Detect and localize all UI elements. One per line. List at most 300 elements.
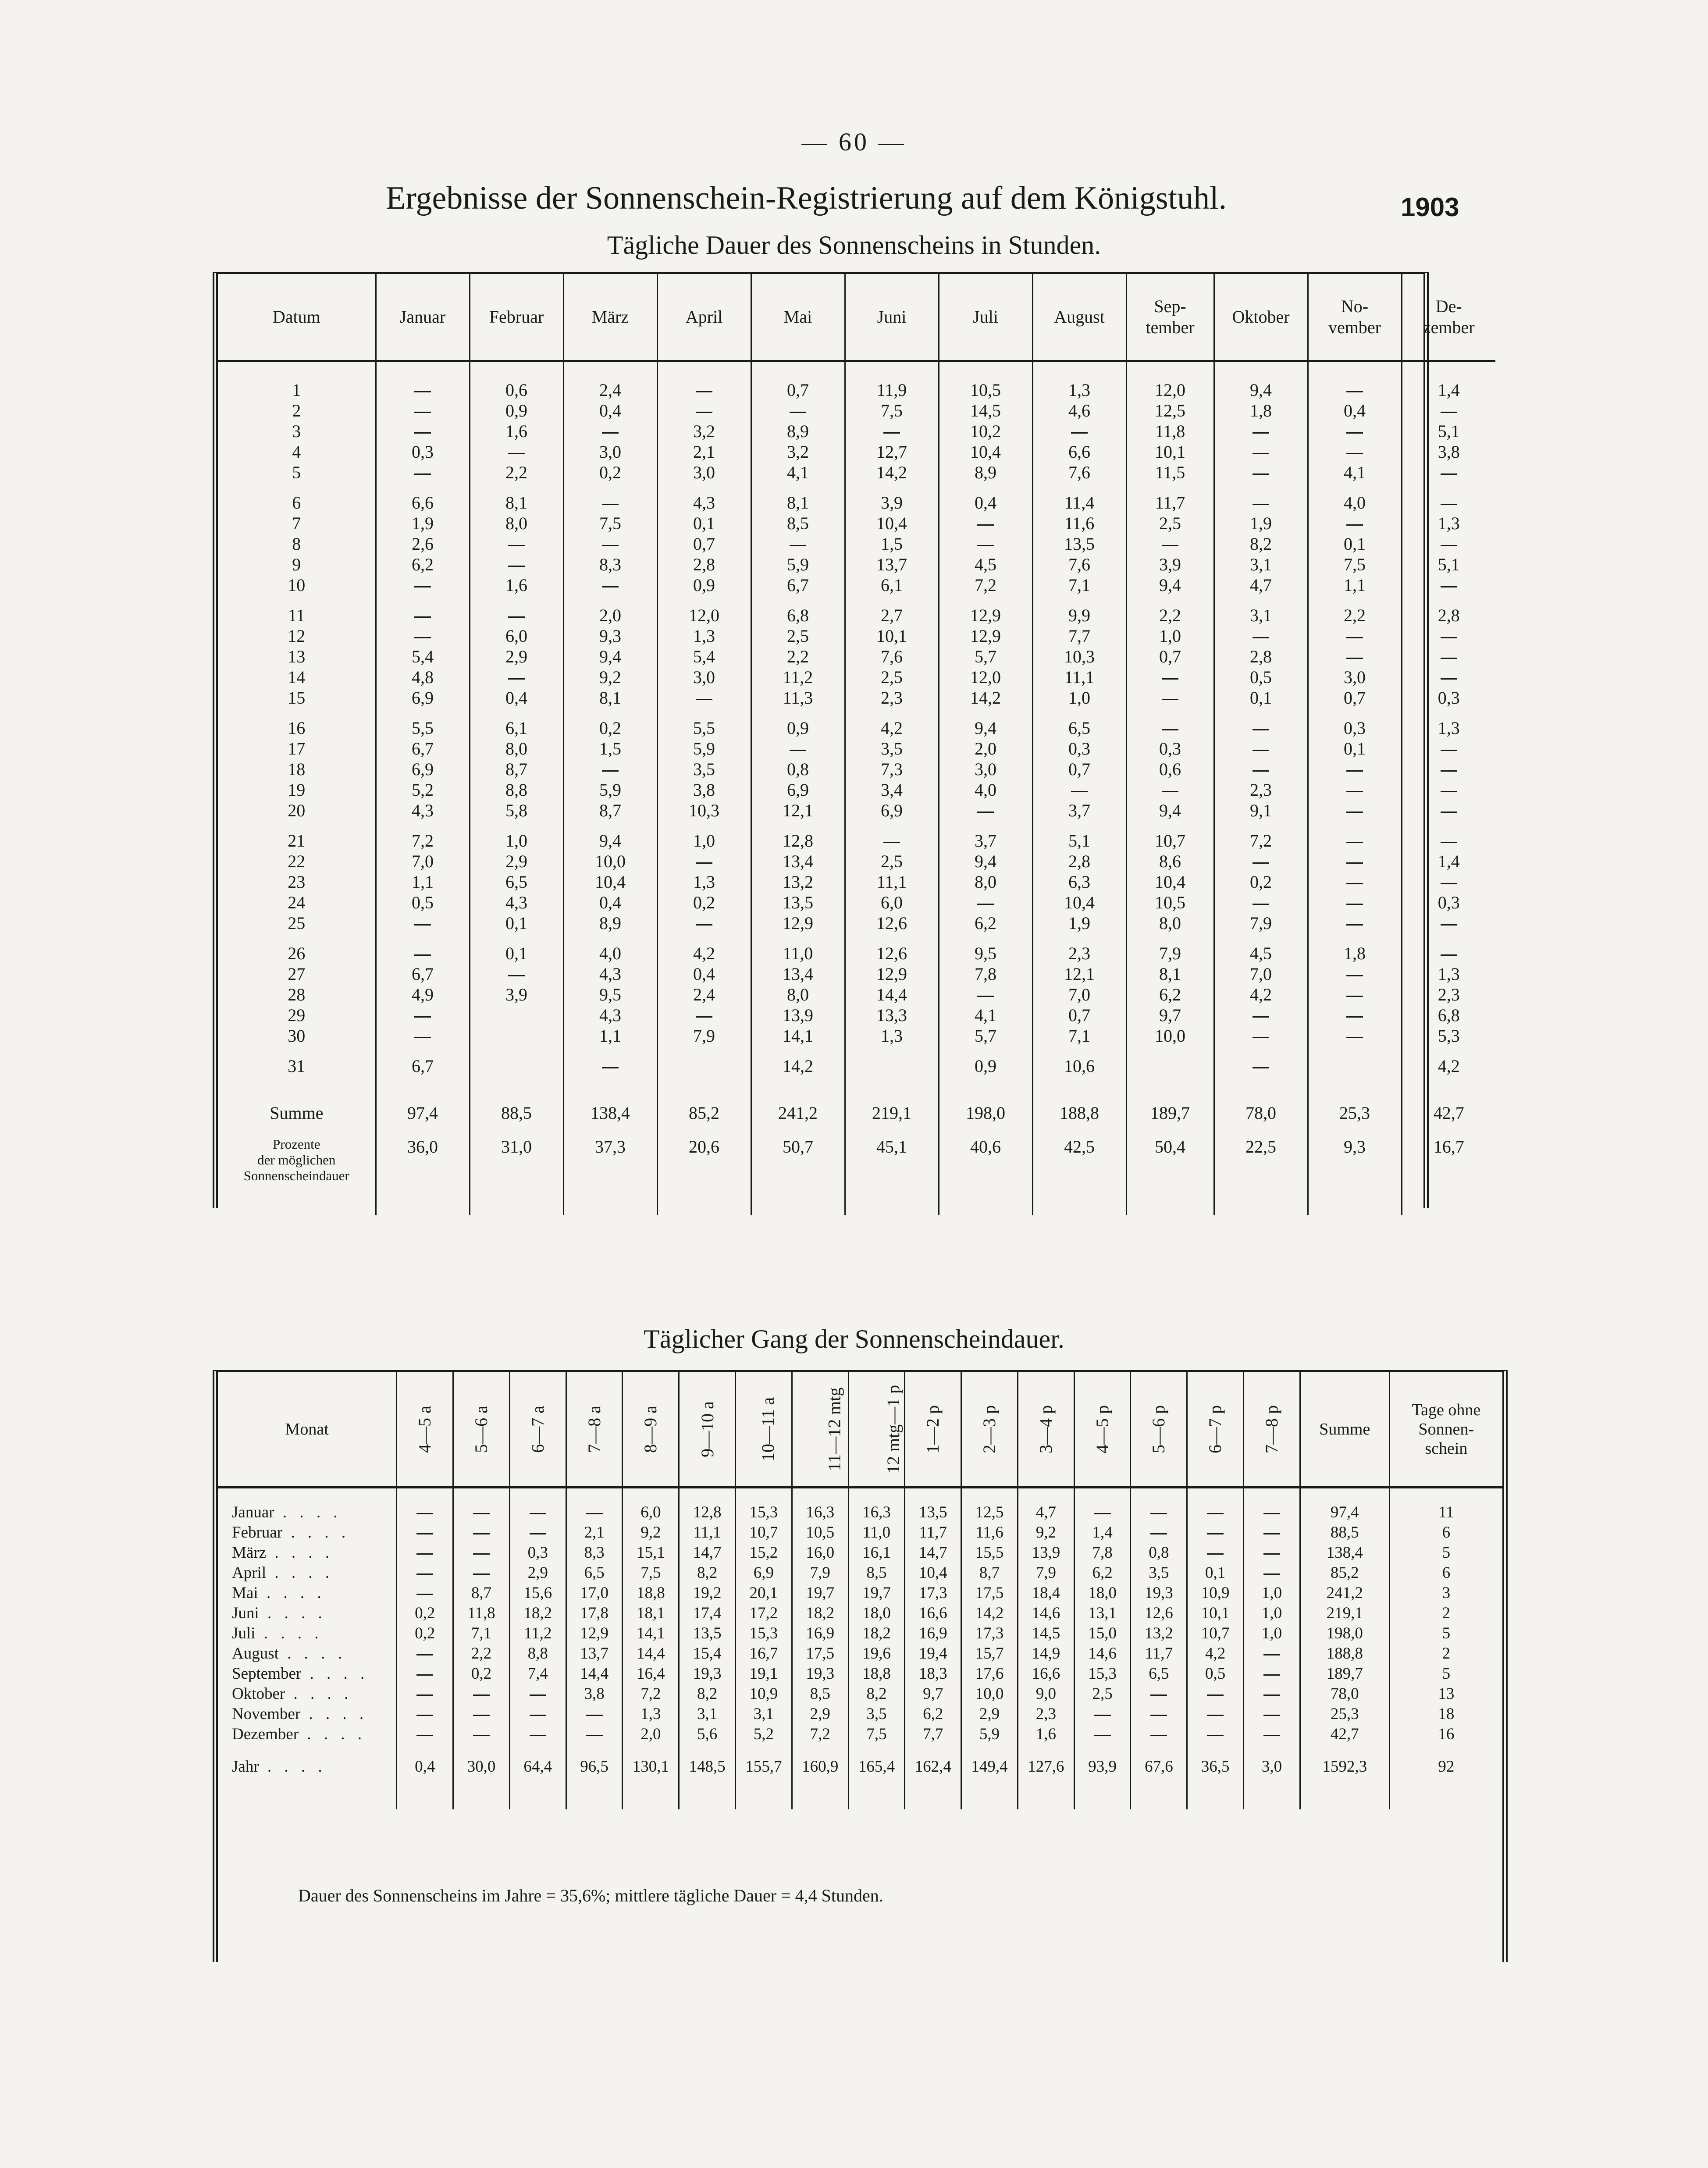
value-cell: 13,4 [783, 851, 813, 871]
summe-cell: 138,4 [563, 1086, 657, 1123]
month-header: De- zember [1402, 274, 1495, 361]
value-cell: 0,7 [1068, 759, 1090, 779]
value-cell [1215, 759, 1307, 780]
value-cell: 6,6 [412, 493, 434, 513]
value-cell: 12,1 [783, 801, 813, 820]
summe-cell: 189,7 [1126, 1086, 1214, 1123]
hour-value: 16,9 [918, 1624, 947, 1642]
value-cell: 9,4 [599, 831, 621, 851]
value-cell: 4,2 [1250, 985, 1272, 1004]
jahr-value: 130,1 [623, 1751, 679, 1809]
prozente-cell: 42,5 [1032, 1123, 1126, 1215]
hour-value: 15,1 [636, 1544, 665, 1562]
value-cell: 0,3 [1159, 739, 1181, 758]
value-cell: 7,7 [1068, 626, 1090, 646]
value-cell: 1,3 [693, 872, 715, 892]
jahr-value: 30,0 [453, 1751, 510, 1809]
month-column [376, 361, 470, 1086]
value-cell: 1,3 [1068, 380, 1090, 400]
hour-value: 6,0 [640, 1503, 661, 1521]
value-cell: 10,0 [595, 851, 626, 871]
hour-label: 1—2 p [923, 1405, 943, 1453]
value-cell: 0,7 [787, 380, 809, 400]
hourly-sunshine-table-frame [213, 1370, 1508, 1962]
hour-value: 19,3 [806, 1665, 835, 1683]
hour-value [1075, 1704, 1130, 1724]
summe-cell: 198,0 [939, 1086, 1032, 1123]
hour-value: 19,6 [862, 1645, 891, 1662]
value-cell [1402, 646, 1496, 667]
hour-value [1075, 1502, 1130, 1523]
value-cell: 0,2 [693, 893, 715, 912]
value-cell [1402, 800, 1496, 821]
value-cell: 1,1 [1344, 575, 1366, 595]
page-number: — 60 — [801, 128, 907, 156]
value-cell: 3,0 [693, 667, 715, 687]
hour-value: 4,7 [1035, 1503, 1056, 1521]
hour-value: 13,9 [1032, 1544, 1060, 1562]
tage-value: 5 [1442, 1544, 1451, 1562]
value-cell: 2,5 [787, 626, 809, 646]
value-cell: 0,7 [693, 534, 715, 554]
summe-label: Summe [218, 1086, 376, 1123]
month-column [1402, 361, 1495, 1086]
value-cell: 11,8 [1155, 421, 1185, 441]
hour-value: 7,1 [471, 1624, 492, 1642]
hour-label: 8—9 a [640, 1405, 661, 1453]
value-cell [1309, 1056, 1401, 1076]
hour-value: 2,2 [471, 1645, 492, 1662]
value-cell: 2,5 [881, 667, 903, 687]
hour-value: 10,7 [1201, 1624, 1230, 1642]
hour-value [397, 1684, 452, 1704]
month-header: Oktober [1214, 274, 1308, 361]
value-cell: 1,5 [881, 534, 903, 554]
value-cell: 13,4 [783, 964, 813, 984]
month-name [232, 1704, 396, 1724]
hour-value: 3,8 [584, 1685, 605, 1703]
value-cell: 11,5 [1155, 463, 1185, 482]
hour-label: 3—4 p [1035, 1405, 1056, 1453]
value-cell: 11,1 [876, 872, 907, 892]
value-cell: 6,6 [1068, 442, 1090, 462]
value-cell [1033, 780, 1126, 800]
value-cell: 12,9 [970, 626, 1001, 646]
value-cell: 9,4 [975, 851, 996, 871]
hour-column [1187, 1488, 1244, 1751]
hour-value [397, 1563, 452, 1583]
hour-value [397, 1523, 452, 1543]
value-cell [1309, 913, 1401, 933]
value-cell [1402, 943, 1496, 964]
value-cell [1309, 1005, 1401, 1025]
value-cell: 1,1 [412, 872, 434, 892]
hour-value: 17,2 [749, 1604, 778, 1622]
value-cell: 10,7 [1155, 831, 1185, 851]
hour-value: 2,9 [810, 1705, 830, 1723]
value-cell: 1,0 [505, 831, 527, 851]
value-cell: 3,1 [1250, 605, 1272, 625]
month-column [845, 361, 939, 1086]
hour-value [567, 1724, 622, 1744]
value-cell: 9,4 [975, 718, 996, 738]
month-name-text: April [232, 1564, 267, 1582]
jahr-row [218, 1751, 1502, 1809]
hour-value [454, 1724, 509, 1744]
summe-value: 78,0 [1330, 1685, 1359, 1703]
value-cell: 0,2 [599, 463, 621, 482]
value-cell [1402, 759, 1496, 780]
hour-value: 19,7 [862, 1584, 891, 1602]
value-cell: 6,2 [975, 913, 996, 933]
hour-header [1074, 1372, 1131, 1488]
value-cell [1402, 830, 1496, 851]
value-cell: 10,1 [876, 626, 907, 646]
value-cell: 10,4 [970, 442, 1001, 462]
value-cell: 6,7 [412, 739, 434, 758]
month-name-text: Januar [232, 1503, 274, 1521]
datum-cell: 21 [288, 831, 306, 851]
value-cell: 0,7 [1068, 1005, 1090, 1025]
datum-cell: 9 [292, 555, 301, 574]
value-cell: 3,7 [1068, 801, 1090, 820]
value-cell: 0,6 [505, 380, 527, 400]
value-cell: 14,2 [783, 1056, 813, 1076]
hour-value: 1,0 [1261, 1604, 1282, 1622]
hour-value: 0,1 [1205, 1564, 1226, 1582]
value-cell: 8,9 [599, 913, 621, 933]
hour-value [1131, 1502, 1186, 1523]
value-cell [1309, 830, 1401, 851]
value-cell: 2,9 [505, 851, 527, 871]
summe-header: Summe [1300, 1372, 1389, 1488]
value-cell: 2,3 [1250, 780, 1272, 800]
summe-value: 241,2 [1326, 1584, 1363, 1602]
month-name-text: Oktober [232, 1685, 285, 1703]
value-cell: 14,2 [876, 463, 907, 482]
hour-value: 16,3 [806, 1503, 835, 1521]
value-cell [1215, 421, 1307, 441]
value-cell [564, 1056, 657, 1076]
hour-column [679, 1488, 736, 1751]
value-cell [1215, 1056, 1307, 1076]
hour-value: 16,1 [862, 1544, 891, 1562]
value-cell: 4,0 [599, 943, 621, 963]
hour-value: 0,3 [527, 1544, 548, 1562]
tage-value: 6 [1442, 1524, 1451, 1541]
leader-dots: . . . . [278, 1645, 346, 1662]
hour-label: 5—6 p [1149, 1405, 1169, 1453]
value-cell [470, 441, 563, 462]
hour-value: 0,8 [1149, 1544, 1169, 1562]
value-cell: 4,3 [505, 893, 527, 912]
value-cell: 7,9 [693, 1026, 715, 1046]
value-cell: 3,2 [693, 421, 715, 441]
jahr-value: 0,4 [397, 1751, 453, 1809]
hour-header [1131, 1372, 1187, 1488]
hour-value: 14,6 [1032, 1604, 1060, 1622]
value-cell: 10,5 [1155, 893, 1185, 912]
value-cell: 6,3 [1068, 872, 1090, 892]
value-cell: 13,3 [876, 1005, 907, 1025]
datum-cell: 6 [292, 493, 301, 513]
hour-header [848, 1372, 905, 1488]
value-cell: 12,6 [876, 943, 907, 963]
hour-value: 18,2 [806, 1604, 835, 1622]
hour-value [454, 1523, 509, 1543]
value-cell [564, 534, 657, 554]
value-cell: 1,0 [1159, 626, 1181, 646]
page-title: Ergebnisse der Sonnenschein-Registrierung auf dem Königstuhl. [386, 180, 1227, 216]
hour-value: 16,4 [636, 1665, 665, 1683]
hour-value: 7,5 [866, 1725, 887, 1743]
value-cell [658, 380, 751, 400]
value-cell [470, 554, 563, 575]
value-cell: 0,7 [1344, 688, 1366, 708]
hour-value: 10,4 [918, 1564, 947, 1582]
hour-value [510, 1523, 566, 1543]
jahr-value: 155,7 [736, 1751, 792, 1809]
prozente-row [218, 1123, 1495, 1215]
hour-value: 11,8 [467, 1604, 495, 1622]
hour-value: 2,9 [527, 1564, 548, 1582]
hour-value: 7,7 [923, 1725, 943, 1743]
value-cell: 4,5 [975, 555, 996, 574]
value-cell: 3,8 [693, 780, 715, 800]
value-cell: 8,1 [1159, 964, 1181, 984]
hour-value: 3,1 [753, 1705, 774, 1723]
month-header: Januar [376, 274, 470, 361]
hour-label: 7—8 p [1261, 1405, 1281, 1453]
value-cell [752, 400, 844, 421]
value-cell: 8,0 [505, 513, 527, 533]
hour-label: 12 mtg—1 p [883, 1385, 903, 1474]
value-cell: 6,5 [1068, 718, 1090, 738]
datum-cell: 23 [288, 872, 306, 892]
value-cell: 5,5 [412, 718, 434, 738]
value-cell: 11,2 [783, 667, 813, 687]
value-cell: 0,1 [693, 513, 715, 533]
value-cell: 7,5 [1344, 555, 1366, 574]
value-cell: 12,9 [783, 913, 813, 933]
jahr-value: 3,0 [1244, 1751, 1300, 1809]
jahr-value: 96,5 [566, 1751, 623, 1809]
datum-cell: 10 [288, 575, 306, 595]
daily-sunshine-table-frame [213, 272, 1475, 1208]
month-column [657, 361, 751, 1086]
hour-value [510, 1704, 566, 1724]
datum-cell: 11 [288, 605, 305, 625]
value-cell: 3,9 [881, 493, 903, 513]
value-cell: 5,2 [412, 780, 434, 800]
value-cell [846, 830, 938, 851]
hour-value: 9,2 [1035, 1524, 1056, 1541]
hour-value [1244, 1724, 1299, 1744]
hour-value: 5,6 [697, 1725, 718, 1743]
value-cell: 9,3 [599, 626, 621, 646]
hour-value: 11,0 [862, 1524, 891, 1541]
summe-cell: 219,1 [845, 1086, 939, 1123]
value-cell: 0,4 [599, 401, 621, 420]
month-column [751, 361, 845, 1086]
hour-value [1244, 1684, 1299, 1704]
value-cell: 2,2 [1159, 605, 1181, 625]
hour-header [1244, 1372, 1300, 1488]
value-cell: 6,1 [881, 575, 903, 595]
value-cell: 0,4 [505, 688, 527, 708]
value-cell: 8,0 [975, 872, 996, 892]
hour-value: 19,7 [806, 1584, 835, 1602]
value-cell: 0,3 [412, 442, 434, 462]
jahr-value: 165,4 [848, 1751, 905, 1809]
hour-value: 1,3 [640, 1705, 661, 1723]
month-header: Sep- tember [1126, 274, 1214, 361]
hour-value [510, 1684, 566, 1704]
hour-value: 16,6 [1032, 1665, 1060, 1683]
value-cell: 7,6 [1068, 463, 1090, 482]
value-cell: 6,9 [787, 780, 809, 800]
value-cell: 2,2 [1344, 605, 1366, 625]
hour-value: 8,7 [979, 1564, 1000, 1582]
value-cell [377, 1005, 469, 1025]
hour-value [454, 1502, 509, 1523]
value-cell: 7,5 [599, 513, 621, 533]
value-cell: 0,5 [412, 893, 434, 912]
value-cell: 12,6 [876, 913, 907, 933]
hour-column [848, 1488, 905, 1751]
value-cell: 2,2 [787, 647, 809, 666]
value-cell: 12,0 [970, 667, 1001, 687]
value-cell: 11,6 [1064, 513, 1095, 533]
hour-column [509, 1488, 566, 1751]
value-cell: 2,3 [881, 688, 903, 708]
hour-value [397, 1543, 452, 1563]
value-cell: 6,1 [505, 718, 527, 738]
value-cell [1033, 421, 1126, 441]
hour-value [1244, 1644, 1299, 1664]
value-cell [1215, 851, 1307, 872]
hour-label: 4—5 a [415, 1405, 435, 1453]
hour-value: 10,5 [806, 1524, 835, 1541]
monat-header: Monat [218, 1372, 397, 1488]
hour-header [1018, 1372, 1074, 1488]
hour-value: 14,7 [918, 1544, 947, 1562]
hour-value [567, 1704, 622, 1724]
datum-cell: 12 [288, 626, 306, 646]
hour-value: 16,7 [749, 1645, 778, 1662]
value-cell: 9,4 [599, 647, 621, 666]
value-cell [470, 1056, 563, 1076]
value-cell: 10,4 [1064, 893, 1095, 912]
value-cell: 6,0 [881, 893, 903, 912]
hour-value: 1,6 [1035, 1725, 1056, 1743]
hour-value: 6,5 [1149, 1665, 1169, 1683]
hour-value [397, 1644, 452, 1664]
month-name [232, 1583, 396, 1603]
value-cell [939, 984, 1032, 1005]
value-cell: 5,9 [693, 739, 715, 758]
month-header: Februar [470, 274, 563, 361]
hour-value [1131, 1724, 1186, 1744]
value-cell [939, 892, 1032, 913]
value-cell [377, 380, 469, 400]
value-cell: 13,9 [783, 1005, 813, 1025]
value-cell: 4,1 [1344, 463, 1366, 482]
summe-cell: 188,8 [1032, 1086, 1126, 1123]
hour-value: 12,9 [580, 1624, 608, 1642]
value-cell: 6,8 [1438, 1005, 1460, 1025]
tage-value: 2 [1442, 1645, 1451, 1662]
leader-dots: . . . . [266, 1544, 334, 1562]
hour-header [566, 1372, 623, 1488]
value-cell: 11,4 [1064, 493, 1095, 513]
prozente-cell: 50,4 [1126, 1123, 1214, 1215]
value-cell [1309, 513, 1401, 534]
hour-header [509, 1372, 566, 1488]
value-cell: 3,0 [693, 463, 715, 482]
hour-value: 12,6 [1145, 1604, 1173, 1622]
hour-value: 7,2 [810, 1725, 830, 1743]
value-cell: 5,9 [599, 780, 621, 800]
jahr-value: 127,6 [1018, 1751, 1074, 1809]
hour-value [397, 1664, 452, 1684]
summe-cell: 25,3 [1308, 1086, 1402, 1123]
month-name [232, 1502, 396, 1523]
hour-value: 18,2 [862, 1624, 891, 1642]
datum-cell: 20 [288, 801, 306, 820]
value-cell: 4,5 [1250, 943, 1272, 963]
value-cell: 8,1 [599, 688, 621, 708]
hour-value: 3,5 [1149, 1564, 1169, 1582]
value-cell: 14,1 [783, 1026, 813, 1046]
value-cell: 10,2 [970, 421, 1001, 441]
hour-value [1244, 1523, 1299, 1543]
month-header: April [657, 274, 751, 361]
value-cell: 5,4 [693, 647, 715, 666]
value-cell: 0,4 [693, 964, 715, 984]
value-cell: 0,1 [1344, 739, 1366, 758]
value-cell: 0,9 [693, 575, 715, 595]
value-cell: 6,9 [412, 759, 434, 779]
hour-value: 0,2 [415, 1604, 435, 1622]
prozente-cell: 40,6 [939, 1123, 1032, 1215]
value-cell [1309, 421, 1401, 441]
value-cell: 0,1 [505, 913, 527, 933]
value-cell [1309, 964, 1401, 984]
hour-value: 7,5 [640, 1564, 661, 1582]
hour-value: 6,2 [1092, 1564, 1113, 1582]
value-cell [1127, 1056, 1213, 1076]
month-name-text: Mai [232, 1584, 258, 1602]
hour-column [905, 1488, 961, 1751]
value-cell [846, 421, 938, 441]
value-cell [1402, 872, 1496, 892]
value-cell: 3,2 [787, 442, 809, 462]
hour-value: 8,5 [810, 1685, 830, 1703]
hour-column [1244, 1488, 1300, 1751]
month-name [232, 1543, 396, 1563]
jahr-value: 64,4 [509, 1751, 566, 1809]
summe-value: 85,2 [1330, 1564, 1359, 1582]
leader-dots: . . . . [299, 1725, 367, 1743]
hour-value: 6,5 [584, 1564, 605, 1582]
hour-value: 15,7 [975, 1645, 1004, 1662]
value-cell: 7,8 [975, 964, 996, 984]
value-cell [377, 1025, 469, 1046]
hour-value: 7,8 [1092, 1544, 1113, 1562]
table1-subtitle: Tägliche Dauer des Sonnenscheins in Stunden. [607, 231, 1101, 260]
month-name [232, 1563, 396, 1583]
